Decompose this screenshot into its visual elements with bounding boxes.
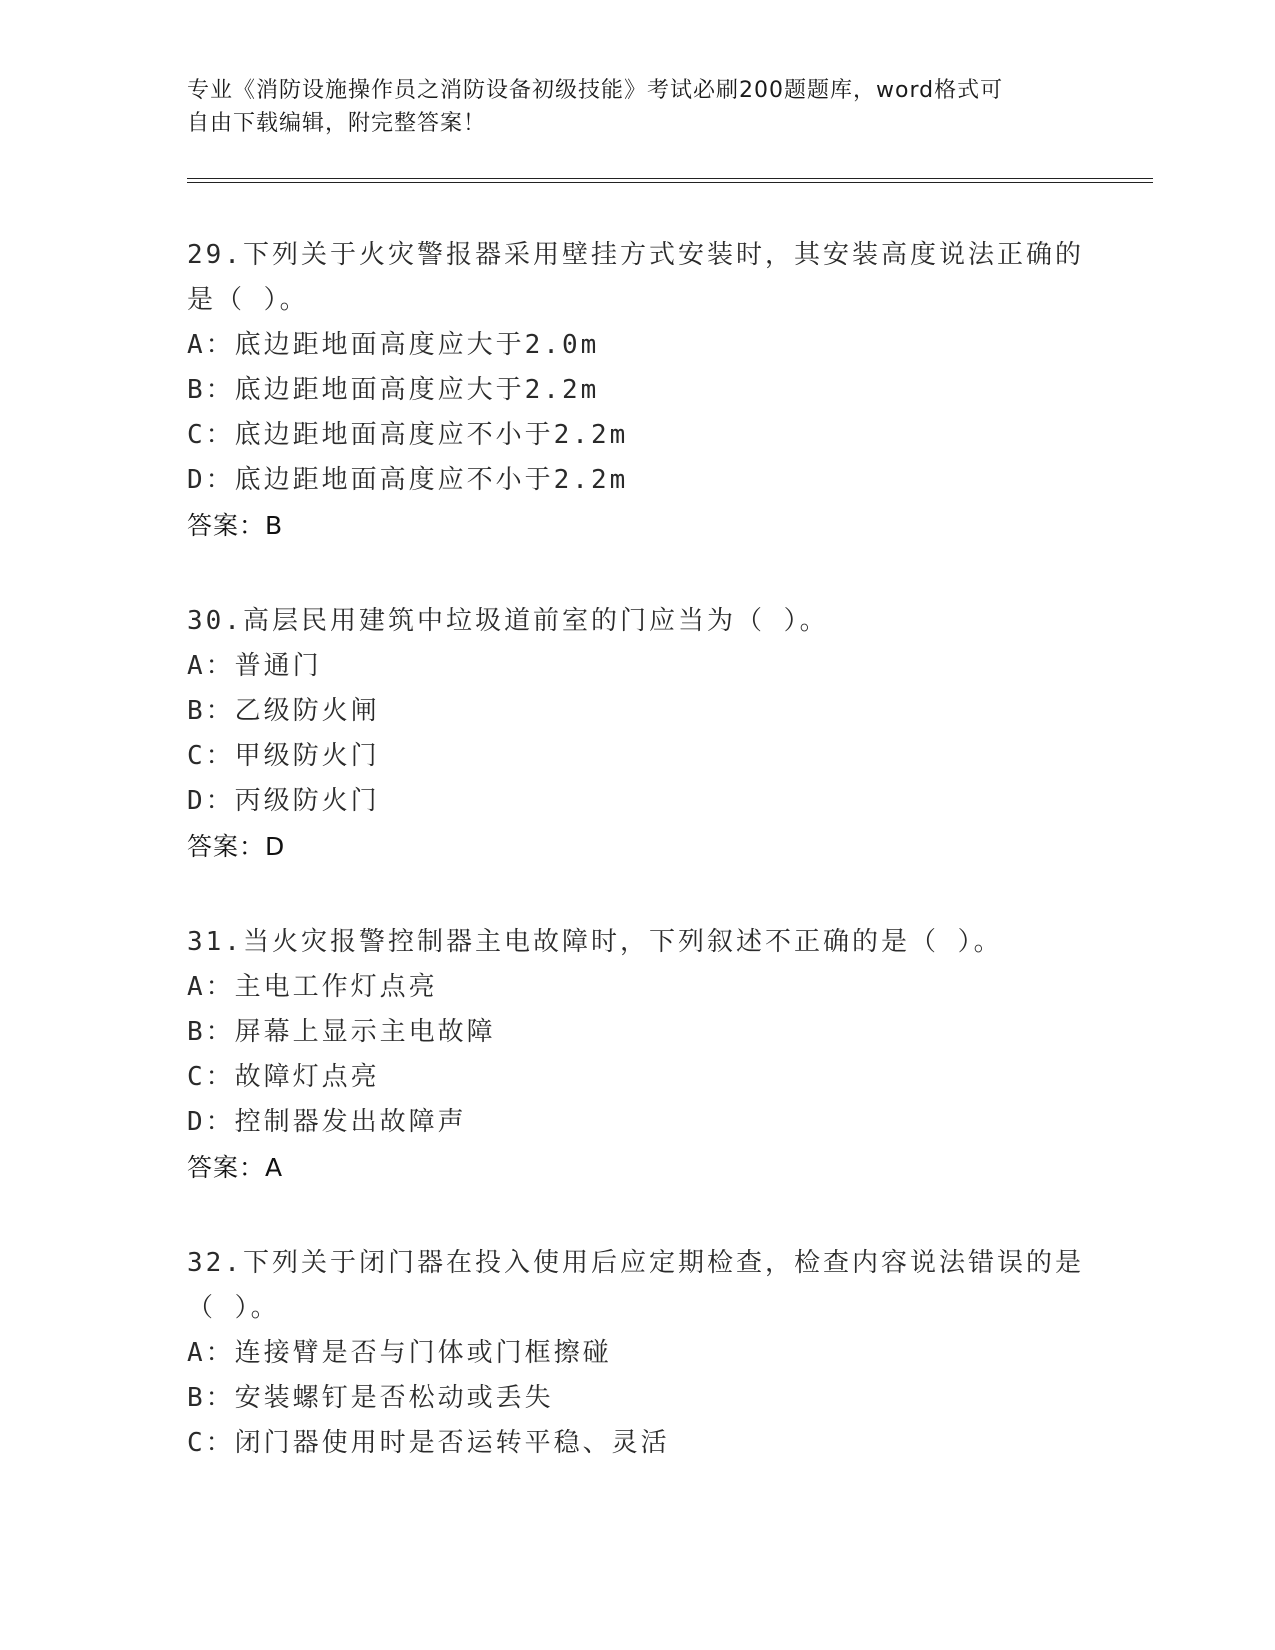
option-c: C：甲级防火门 [187, 741, 380, 771]
option-c: C：底边距地面高度应不小于2.2m [187, 420, 629, 450]
option-c: C：闭门器使用时是否运转平稳、灵活 [187, 1428, 670, 1458]
question-stem: 31.当火灾报警控制器主电故障时，下列叙述不正确的是（ ）。 [187, 927, 1003, 957]
option-b: B：底边距地面高度应大于2.2m [187, 375, 600, 405]
answer-text: 答案：D [187, 832, 286, 861]
option-d: D：底边距地面高度应不小于2.2m [187, 465, 629, 495]
option-b: B：乙级防火闸 [187, 696, 380, 726]
option-a: A：普通门 [187, 651, 322, 681]
answer-text: 答案：A [187, 1153, 284, 1182]
option-d: D：丙级防火门 [187, 786, 380, 816]
question-31 [187, 920, 1087, 1191]
header-line-2: 自由下载编辑，附完整答案！ [187, 111, 487, 136]
document-header [187, 74, 1087, 140]
option-d: D：控制器发出故障声 [187, 1107, 467, 1137]
option-a: A：主电工作灯点亮 [187, 972, 438, 1002]
question-stem: 30.高层民用建筑中垃圾道前室的门应当为（ ）。 [187, 606, 829, 636]
question-29 [187, 233, 1087, 549]
option-b: B：安装螺钉是否松动或丢失 [187, 1383, 554, 1413]
question-30 [187, 599, 1087, 870]
answer-text: 答案：B [187, 511, 284, 540]
option-a: A：连接臂是否与门体或门框擦碰 [187, 1338, 612, 1368]
question-stem: 29.下列关于火灾警报器采用壁挂方式安装时，其安装高度说法正确的是（ ）。 [187, 240, 1084, 315]
question-list [187, 233, 1087, 1516]
question-stem: 32.下列关于闭门器在投入使用后应定期检查，检查内容说法错误的是（ ）。 [187, 1248, 1084, 1323]
question-32 [187, 1241, 1087, 1466]
option-b: B：屏幕上显示主电故障 [187, 1017, 496, 1047]
option-c: C：故障灯点亮 [187, 1062, 380, 1092]
option-a: A：底边距地面高度应大于2.0m [187, 330, 600, 360]
header-divider [187, 178, 1153, 183]
header-line-1: 专业《消防设施操作员之消防设备初级技能》考试必刷200题题库，word格式可 [187, 78, 1004, 103]
